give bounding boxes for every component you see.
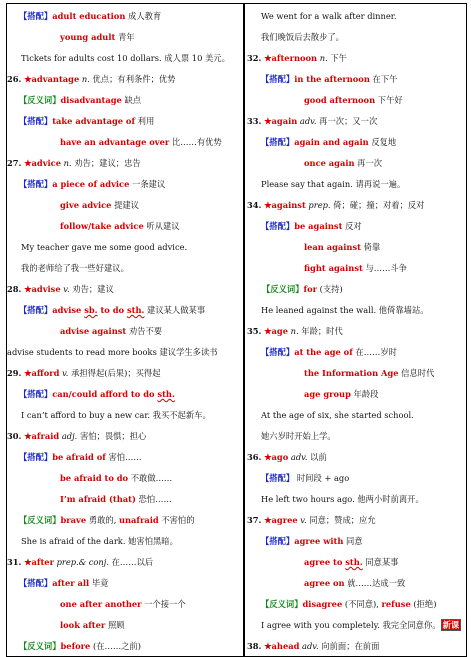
phrase-english: disagree xyxy=(302,599,343,609)
phrase-chinese: 建议某人做某事 xyxy=(147,305,206,315)
example-sentence xyxy=(247,489,465,510)
example-sentence xyxy=(247,405,465,426)
collocation-tag: 【搭配】 xyxy=(261,74,295,84)
star-icon: ★ xyxy=(24,284,32,294)
example-sentence xyxy=(247,300,465,321)
phrase-chinese: 利用 xyxy=(137,116,155,126)
entry-number: 35. xyxy=(247,326,262,336)
sentence-text: My teacher gave me some good advice. xyxy=(21,242,188,252)
collocation-line xyxy=(247,342,465,363)
star-icon: ★ xyxy=(264,515,272,525)
phrase-chinese: 听从建议 xyxy=(146,221,180,231)
headword: advice xyxy=(31,158,62,168)
phrase-english: a piece of advice xyxy=(52,179,130,189)
definition: 倚；碰；撞；对着；反对 xyxy=(333,200,425,210)
collocation-line xyxy=(247,531,465,552)
headword: again xyxy=(271,116,298,126)
phrase-english: for xyxy=(303,284,317,294)
phrase-english: age group xyxy=(304,389,351,399)
collocation-tag: 【反义词】 xyxy=(261,599,303,609)
collocation-line xyxy=(247,552,465,573)
column-divider xyxy=(243,4,245,656)
part-of-speech: v. xyxy=(63,284,70,294)
example-sentence xyxy=(247,27,465,48)
vocab-entry xyxy=(247,111,465,132)
collocation-tag: 【搭配】 xyxy=(19,179,53,189)
phrase-chinese: 年龄段 xyxy=(353,389,379,399)
collocation-line xyxy=(247,90,465,111)
phrase-placeholder: sth. xyxy=(345,557,363,567)
definition: 在……以后 xyxy=(111,557,154,567)
example-sentence xyxy=(247,6,465,27)
vocab-entry xyxy=(7,363,242,384)
example-sentence xyxy=(247,426,465,447)
phrase-chinese: (支持) xyxy=(319,284,343,294)
star-icon: ★ xyxy=(264,200,272,210)
phrase-chinese: 反对 xyxy=(345,221,362,231)
vocab-entry xyxy=(247,48,465,69)
phrase-chinese: 比……有优势 xyxy=(171,137,222,147)
sentence-text: We went for a walk after dinner. xyxy=(261,11,397,21)
collocation-line xyxy=(247,384,465,405)
star-icon: ★ xyxy=(264,116,272,126)
definition: 优点；有利条件；优势 xyxy=(92,74,176,84)
sentence-text: advise students to read more books 建议学生多读书 xyxy=(7,347,218,357)
left-column xyxy=(7,6,242,657)
collocation-line xyxy=(7,300,242,321)
collocation-line xyxy=(7,195,242,216)
vocab-entry xyxy=(7,153,242,174)
vocab-entry xyxy=(247,321,465,342)
definition: 劝告；建议；忠告 xyxy=(74,158,141,168)
vocab-entry xyxy=(7,279,242,300)
definition: 再一次；又一次 xyxy=(319,116,378,126)
phrase-chinese: 不害怕的 xyxy=(161,515,195,525)
collocation-tag: 【反义词】 xyxy=(19,95,61,105)
definition: 下午 xyxy=(330,53,347,63)
phrase-english: to do xyxy=(97,305,127,315)
collocation-tag: 【搭配】 xyxy=(261,536,295,546)
part-of-speech: n. xyxy=(81,74,90,84)
definition: 以前 xyxy=(310,452,327,462)
phrase-placeholder: sb. xyxy=(84,305,98,315)
vocab-entry xyxy=(7,552,242,573)
phrase-english: give advice xyxy=(60,200,112,210)
phrase-english: one after another xyxy=(60,599,142,609)
collocation-line xyxy=(247,258,465,279)
part-of-speech: adv. xyxy=(290,452,308,462)
collocation-tag: 【反义词】 xyxy=(262,284,304,294)
phrase-placeholder: sth. xyxy=(126,305,145,315)
collocation-line xyxy=(7,636,242,657)
definition: 害怕；畏惧；担心 xyxy=(79,431,147,441)
phrase-english: good afternoon xyxy=(304,95,376,105)
phrase-chinese: 同意 xyxy=(346,536,363,546)
part-of-speech: prep.& conj. xyxy=(56,557,109,567)
definition: 向前面；在前面 xyxy=(321,641,380,651)
phrase-chinese: 与……斗争 xyxy=(365,263,407,273)
phrase-chinese: 成人教育 xyxy=(128,11,162,21)
collocation-tag: 【搭配】 xyxy=(261,347,295,357)
collocation-tag: 【搭配】 xyxy=(261,473,295,483)
collocation-tag: 【搭配】 xyxy=(19,305,53,315)
entry-number: 33. xyxy=(247,116,262,126)
phrase-english: follow/take advice xyxy=(60,221,144,231)
phrase-english: lean against xyxy=(304,242,361,252)
sentence-text: Tickets for adults cost 10 dollars. 成人票 10 美元。 xyxy=(21,53,230,63)
example-sentence xyxy=(247,615,465,636)
sentence-text: I agree with you completely. 我完全同意你。 xyxy=(261,620,441,630)
collocation-line xyxy=(7,447,242,468)
collocation-line xyxy=(7,27,242,48)
phrase-chinese: 提建议 xyxy=(114,200,139,210)
entry-number: 38. xyxy=(247,641,262,651)
phrase-chinese: 劝告不要 xyxy=(128,326,163,336)
phrase-english: be afraid to do xyxy=(60,473,129,483)
example-sentence xyxy=(7,48,242,69)
headword: advantage xyxy=(31,74,80,84)
collocation-line xyxy=(7,384,242,405)
phrase-chinese: 倚靠 xyxy=(363,242,381,252)
phrase-english: look after xyxy=(60,620,106,630)
phrase-chinese: 不敢做…… xyxy=(130,473,173,483)
phrase-chinese: 一条建议 xyxy=(132,179,166,189)
collocation-line xyxy=(7,594,242,615)
example-sentence xyxy=(7,237,242,258)
phrase-chinese: 一个接一个 xyxy=(144,599,186,609)
star-icon: ★ xyxy=(24,74,32,84)
phrase-english: young adult xyxy=(60,32,116,42)
phrase-chinese: (拒绝) xyxy=(413,599,437,609)
collocation-tag: 【搭配】 xyxy=(19,389,53,399)
sentence-text: She is afraid of the dark. 她害怕黑暗。 xyxy=(21,536,178,546)
phrase-english: again and again xyxy=(294,137,369,147)
example-sentence xyxy=(7,531,242,552)
phrase-chinese: 时间段 + ago xyxy=(296,473,350,483)
vocabulary-page xyxy=(6,3,467,657)
part-of-speech: n. xyxy=(319,53,328,63)
headword: ago xyxy=(271,452,289,462)
entry-number: 34. xyxy=(247,200,262,210)
collocation-line xyxy=(7,6,242,27)
collocation-line xyxy=(247,363,465,384)
phrase-chinese: 恐怕…… xyxy=(138,494,172,504)
star-icon: ★ xyxy=(24,158,32,168)
phrase-english: fight against xyxy=(304,263,363,273)
headword: age xyxy=(271,326,288,336)
collocation-line xyxy=(7,468,242,489)
collocation-line xyxy=(7,111,242,132)
vocab-entry xyxy=(247,447,465,468)
sentence-text: He leaned against the wall. 他倚靠墙站。 xyxy=(261,305,429,315)
collocation-line xyxy=(247,573,465,594)
headword: afford xyxy=(31,368,60,378)
headword: afternoon xyxy=(271,53,318,63)
entry-number: 32. xyxy=(247,53,262,63)
phrase-english: be against xyxy=(294,221,343,231)
entry-number: 27. xyxy=(7,158,22,168)
phrase-english: agree with xyxy=(294,536,344,546)
entry-number: 37. xyxy=(247,515,262,525)
phrase-english: brave xyxy=(60,515,87,525)
phrase-chinese: 下午好 xyxy=(377,95,403,105)
phrase-english: advise against xyxy=(60,326,127,336)
watermark-stamp: 新课 xyxy=(442,620,460,630)
phrase-chinese: 反复地 xyxy=(371,137,397,147)
vocab-entry xyxy=(247,510,465,531)
phrase-english: have an advantage over xyxy=(60,137,170,147)
vocab-entry xyxy=(7,69,242,90)
phrase-english: agree to xyxy=(304,557,346,567)
phrase-english: after all xyxy=(52,578,90,588)
star-icon: ★ xyxy=(264,326,272,336)
collocation-line xyxy=(247,216,465,237)
sentence-text: 我的老师给了我一些好建议。 xyxy=(21,263,129,273)
phrase-english: the Information Age xyxy=(304,368,399,378)
definition: 承担得起(后果)；买得起 xyxy=(71,368,161,378)
sentence-text: 我们晚饭后去散步了。 xyxy=(261,32,344,42)
part-of-speech: prep. xyxy=(308,200,331,210)
phrase-english: agree on xyxy=(304,578,345,588)
phrase-chinese: 害怕…… xyxy=(108,452,142,462)
part-of-speech: adj. xyxy=(61,431,78,441)
entry-number: 36. xyxy=(247,452,262,462)
collocation-tag: 【反义词】 xyxy=(19,515,61,525)
headword: after xyxy=(31,557,54,567)
phrase-english: unafraid xyxy=(118,515,159,525)
phrase-english: can/could afford to do xyxy=(52,389,158,399)
collocation-tag: 【搭配】 xyxy=(19,452,53,462)
collocation-line xyxy=(247,69,465,90)
phrase-chinese: 信息时代 xyxy=(401,368,435,378)
collocation-line xyxy=(247,468,465,489)
definition: 同意；赞成；应允 xyxy=(309,515,376,525)
star-icon: ★ xyxy=(24,431,32,441)
phrase-chinese: 照顾 xyxy=(107,620,125,630)
entry-number: 26. xyxy=(7,74,22,84)
collocation-line xyxy=(7,216,242,237)
part-of-speech: adv. xyxy=(299,116,317,126)
collocation-tag: 【反义词】 xyxy=(19,641,61,651)
phrase-chinese: (不同意), xyxy=(344,599,379,609)
phrase-chinese: 毕竟 xyxy=(91,578,109,588)
collocation-tag: 【搭配】 xyxy=(19,11,53,21)
phrase-english: advise xyxy=(52,305,85,315)
phrase-english: disadvantage xyxy=(60,95,122,105)
collocation-line xyxy=(7,174,242,195)
collocation-tag: 【搭配】 xyxy=(261,221,295,231)
definition: 劝告；建议 xyxy=(72,284,114,294)
collocation-tag: 【搭配】 xyxy=(261,137,295,147)
phrase-chinese: 再一次 xyxy=(357,158,383,168)
phrase-english: I’m afraid (that) xyxy=(60,494,136,504)
phrase-english: adult education xyxy=(52,11,126,21)
part-of-speech: n. xyxy=(63,158,72,168)
collocation-line xyxy=(247,594,465,615)
part-of-speech: n. xyxy=(290,326,299,336)
collocation-line xyxy=(247,279,465,300)
phrase-chinese: 缺点 xyxy=(124,95,142,105)
star-icon: ★ xyxy=(264,641,272,651)
collocation-line xyxy=(7,573,242,594)
collocation-line xyxy=(247,237,465,258)
entry-number: 31. xyxy=(7,557,22,567)
sentence-text: Please say that again. 请再说一遍。 xyxy=(261,179,406,189)
collocation-line xyxy=(247,132,465,153)
collocation-line xyxy=(7,132,242,153)
part-of-speech: v. xyxy=(62,368,69,378)
phrase-chinese: 青年 xyxy=(117,32,135,42)
collocation-tag: 【搭配】 xyxy=(19,116,53,126)
headword: agree xyxy=(271,515,298,525)
star-icon: ★ xyxy=(264,452,272,462)
phrase-english: in the afternoon xyxy=(294,74,370,84)
entry-number: 30. xyxy=(7,431,22,441)
entry-number: 28. xyxy=(7,284,22,294)
collocation-line xyxy=(7,615,242,636)
headword: ahead xyxy=(271,641,300,651)
definition: 年龄；时代 xyxy=(301,326,343,336)
phrase-chinese: (在……之前) xyxy=(92,641,141,651)
headword: afraid xyxy=(31,431,60,441)
example-sentence xyxy=(7,342,242,363)
collocation-line xyxy=(247,153,465,174)
collocation-line xyxy=(7,321,242,342)
part-of-speech: v. xyxy=(300,515,307,525)
phrase-chinese: 就……达成一致 xyxy=(347,578,406,588)
vocab-entry xyxy=(247,195,465,216)
phrase-placeholder: sth. xyxy=(157,389,175,399)
headword: advise xyxy=(31,284,61,294)
example-sentence xyxy=(7,258,242,279)
example-sentence xyxy=(247,174,465,195)
collocation-line xyxy=(7,489,242,510)
headword: against xyxy=(271,200,306,210)
phrase-chinese: 勇敢的, xyxy=(88,515,117,525)
sentence-text: At the age of six, she started school. xyxy=(261,410,414,420)
right-column xyxy=(247,6,465,657)
phrase-chinese: 同意某事 xyxy=(365,557,399,567)
sentence-text: 她六岁时开始上学。 xyxy=(261,431,336,441)
phrase-english: take advantage of xyxy=(52,116,136,126)
collocation-line xyxy=(7,90,242,111)
phrase-chinese: 在……岁时 xyxy=(355,347,397,357)
sentence-text: I can’t afford to buy a new car. 我买不起新车。 xyxy=(21,410,211,420)
phrase-english: at the age of xyxy=(294,347,353,357)
vocab-entry xyxy=(7,426,242,447)
part-of-speech: adv. xyxy=(302,641,319,651)
sentence-text: He left two hours ago. 他两小时前离开。 xyxy=(261,494,424,504)
phrase-english: before xyxy=(60,641,91,651)
phrase-english: refuse xyxy=(381,599,411,609)
star-icon: ★ xyxy=(24,368,32,378)
phrase-english: once again xyxy=(304,158,355,168)
phrase-chinese: 在下午 xyxy=(372,74,398,84)
star-icon: ★ xyxy=(24,557,32,567)
collocation-tag: 【搭配】 xyxy=(19,578,53,588)
phrase-english: be afraid of xyxy=(52,452,106,462)
star-icon: ★ xyxy=(264,53,272,63)
collocation-line xyxy=(7,510,242,531)
entry-number: 29. xyxy=(7,368,22,378)
vocab-entry xyxy=(247,636,465,657)
example-sentence xyxy=(7,405,242,426)
